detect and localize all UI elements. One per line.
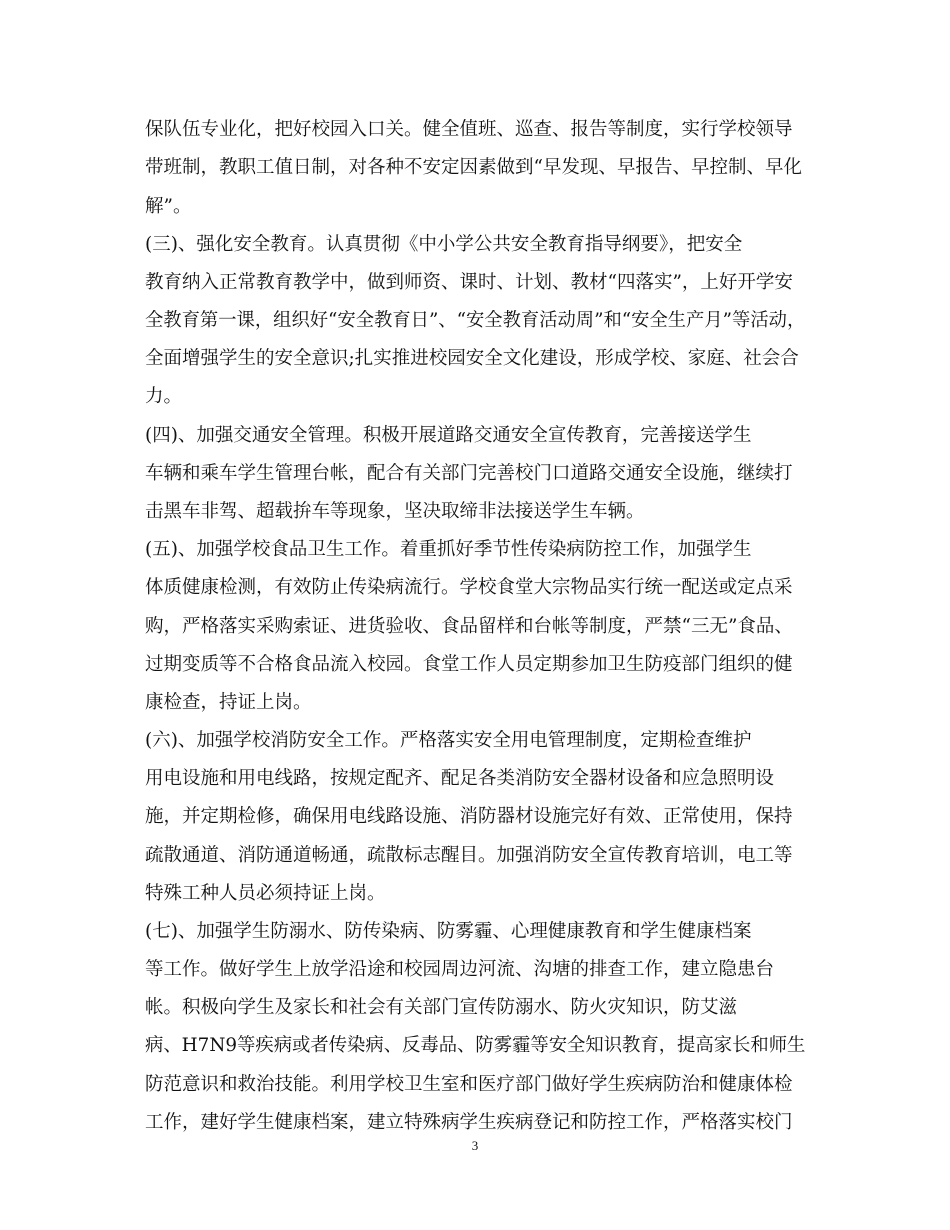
text-line: 体质健康检测，有效防止传染病流行。学校食堂大宗物品实行统一配送或定点采 <box>145 577 793 598</box>
text-line: 解”。 <box>145 196 192 217</box>
text-line: 特殊工种人员必须持证上岗。 <box>145 883 386 904</box>
text-line: 等工作。做好学生上放学沿途和校园周边河流、沟塘的排查工作，建立隐患台 <box>145 959 775 980</box>
text-line: (四)、加强交通安全管理。积极开展道路交通安全宣传教育，完善接送学生 <box>145 425 752 446</box>
text-line: 购，严格落实采购索证、进货验收、食品留样和台帐等制度，严禁“三无”食品、 <box>145 616 793 637</box>
text-line: 全教育第一课，组织好“安全教育日”、“安全教育活动周”和“安全生产月”等活动， <box>145 310 806 331</box>
page-number: 3 <box>471 1138 479 1153</box>
text-line: 疏散通道、消防通道畅通，疏散标志醒目。加强消防安全宣传教育培训，电工等 <box>145 845 793 866</box>
text-line: 康检查，持证上岗。 <box>145 692 312 713</box>
text-line: 带班制，教职工值日制，对各种不安定因素做到“早发现、早报告、早控制、早化 <box>145 157 802 178</box>
text-line: 车辆和乘车学生管理台帐，配合有关部门完善校门口道路交通安全设施，继续打 <box>145 463 793 484</box>
text-line: 工作，建好学生健康档案，建立特殊病学生疾病登记和防控工作，严格落实校门 <box>145 1112 793 1133</box>
text-line: 教育纳入正常教育教学中，做到师资、课时、计划、教材“四落实”，上好开学安 <box>145 272 793 293</box>
text-line: 力。 <box>145 386 183 407</box>
text-line: 施，并定期检修，确保用电线路设施、消防器材设施完好有效、正常使用，保持 <box>145 806 793 827</box>
text-line: 击黑车非驾、超载拚车等现象，坚决取缔非法接送学生车辆。 <box>145 501 645 522</box>
text-line: 防范意识和救治技能。利用学校卫生室和医疗部门做好学生疾病防治和健康体检 <box>145 1074 793 1095</box>
text-line: 过期变质等不合格食品流入校园。食堂工作人员定期参加卫生防疫部门组织的健 <box>145 654 793 675</box>
text-line: (六)、加强学校消防安全工作。严格落实安全用电管理制度，定期检查维护 <box>145 730 752 751</box>
text-line: 用电设施和用电线路，按规定配齐、配足各类消防安全器材设备和应急照明设 <box>145 768 775 789</box>
text-line: 帐。积极向学生及家长和社会有关部门宣传防溺水、防火灾知识，防艾滋 <box>145 997 738 1018</box>
text-line: (三)、强化安全教育。认真贯彻《中小学公共安全教育指导纲要》，把安全 <box>145 234 743 255</box>
text-line: 全面增强学生的安全意识;扎实推进校园安全文化建设，形成学校、家庭、社会合 <box>145 348 799 369</box>
text-line: (七)、加强学生防溺水、防传染病、防雾霾、心理健康教育和学生健康档案 <box>145 921 752 942</box>
text-line: (五)、加强学校食品卫生工作。着重抓好季节性传染病防控工作，加强学生 <box>145 539 752 560</box>
text-line: 保队伍专业化，把好校园入口关。健全值班、巡查、报告等制度，实行学校领导 <box>145 119 793 140</box>
text-line: 病、H7N9等疾病或者传染病、反毒品、防雾霾等安全知识教育，提高家长和师生 <box>145 1035 806 1056</box>
